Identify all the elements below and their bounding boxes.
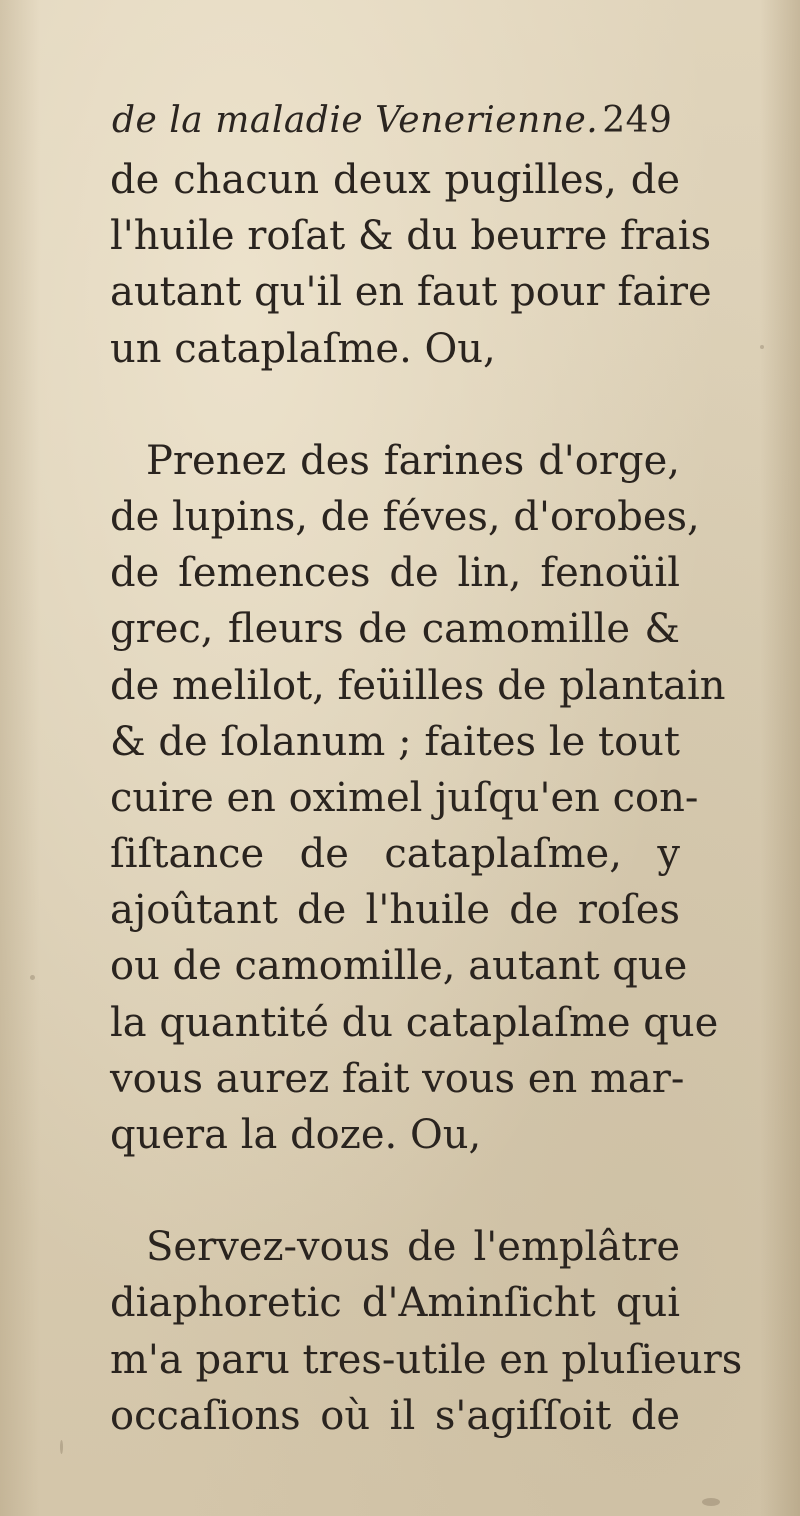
text-line: Prenez des farines d'orge, [146,437,680,484]
paragraph-gap [110,377,680,433]
text-line: occaſions où il s'agiſſoit de [110,1392,680,1439]
page-left-edge-shadow [0,0,40,1516]
paragraph-gap [110,1163,680,1219]
page-right-edge-shadow [760,0,800,1516]
text-line: & de ſolanum ; faites le tout [110,718,680,765]
text-line: un cataplaſme. Ou, [110,325,496,372]
text-line: ajoûtant de l'huile de roſes [110,887,680,934]
text-line: quera la doze. Ou, [110,1112,482,1158]
text-line: ſiſtance de cataplaſme, y [110,831,680,878]
text-line: de chacun deux pugilles, de [110,157,680,203]
text-line: de melilot, feüilles de plantain [110,662,726,709]
paper-speck [60,1440,63,1454]
paper-speck [30,975,35,980]
paper-speck [760,345,764,349]
paper-speck [702,1498,720,1506]
body-text [110,152,743,1444]
text-line: de ſemences de lin, fenoüil [110,550,680,597]
running-head-title: de la maladie Venerienne. [112,100,599,141]
text-line: autant qu'il en faut pour faire [110,269,712,316]
text-line: Servez-vous de l'emplâtre [146,1224,680,1271]
text-line: grec, fleurs de camomille & [110,606,680,653]
text-line: de lupins, de féves, d'orobes, [110,493,700,540]
text-line: vous aurez fait vous en mar- [110,1055,685,1102]
text-line: la quantité du cataplaſme que [110,999,719,1046]
running-head [112,100,672,141]
page-number: 249 [602,100,673,141]
text-line: m'a paru tres-utile en pluſieurs [110,1336,743,1383]
text-line: diaphoretic d'Aminſicht qui [110,1280,680,1327]
text-line: ou de camomille, autant que [110,943,688,990]
text-line: l'huile roſat & du beurre frais [110,213,712,260]
text-line: cuire en oximel juſqu'en con- [110,774,699,821]
